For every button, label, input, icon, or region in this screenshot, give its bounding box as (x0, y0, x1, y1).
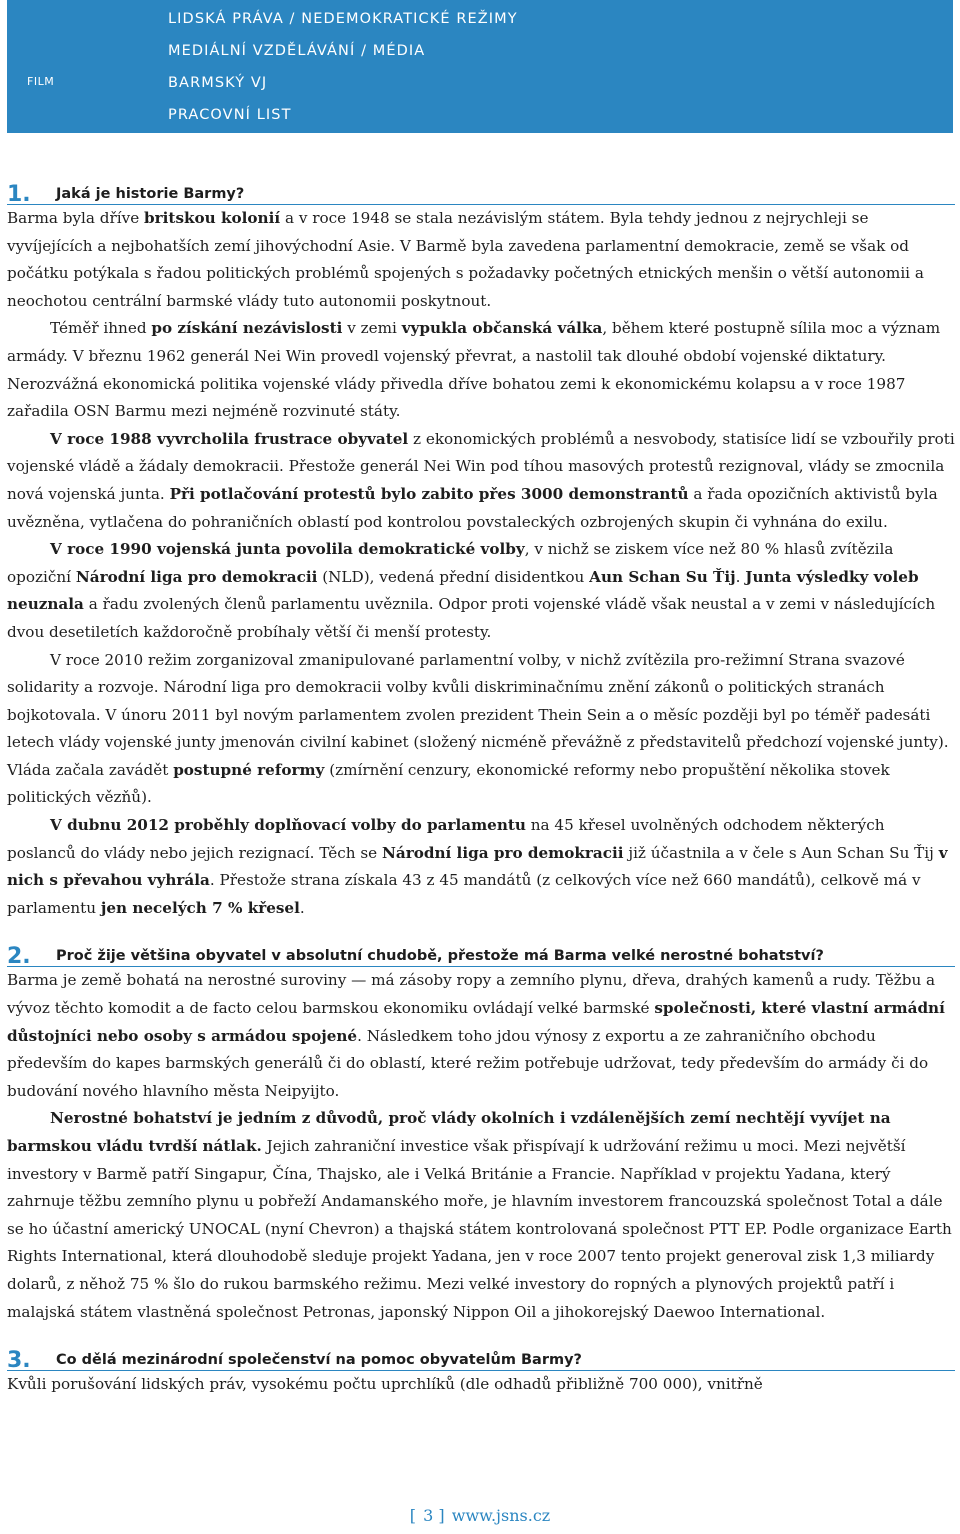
section-number: 1. (7, 182, 31, 207)
emphasized-text: v nich s převahou vyhrála (7, 843, 948, 890)
website-url[interactable]: www.jsns.cz (451, 1506, 551, 1525)
body-paragraph (7, 536, 955, 646)
text-run: , během které postupně sílila moc a význam armády. V březnu 1962 generál Nei Win provedl vojenský převrat, a nastolil tak dlouhé období vojenské diktatury. Nerozvážná ekonomická politika vojenské vlády přivedla dříve bohatou zemi k ekonomickému kolapsu a v roce 1987 zařadila OSN Barmu mezi nejméně rozvinuté státy. (7, 319, 941, 421)
body-paragraph (7, 205, 955, 315)
emphasized-text: britskou kolonií (144, 209, 281, 227)
emphasized-text: Nerostné bohatství je jedním z důvodů, proč vlády okolních i vzdálenějších zemí nechtějí vyvíjet na barmskou vládu tvrdší nátlak. (7, 1109, 891, 1155)
section-number: 2. (7, 944, 31, 970)
text-run: (zmírnění cenzury, ekonomické reformy nebo propuštění několika stovek politických vězňů). (7, 760, 890, 807)
emphasized-text: Junta výsledky voleb neuznala (7, 567, 919, 614)
document-body (7, 178, 955, 1399)
text-run: z ekonomických problémů a nesvobody, statisíce lidí se vzbouřily proti vojenské vládě a žádaly demokracii. Přestože generál Nei Win pod tíhou masových protestů rezignoval, vlády se zmocnila nová vojenská junta. (7, 429, 955, 503)
header-line-subtopic: MEDIÁLNÍ VZDĚLÁVÁNÍ / MÉDIA (168, 43, 426, 59)
text-run: Jejich zahraniční investice však přispívají k udržování režimu u moci. Mezi největší investory v Barmě patří Singapur, Čína, Thajsko, ale i Velká Británie a Francie. Například v projektu Yadana, který zahrnuje těžbu zemního plynu u pobřeží Andamanského moře, je hlavním investorem francouzská společnost Total a dále se ho účastní americký UNOCAL (nyní Chevron) a thajská státem kontrolovaná společnost PTT EP. Podle organizace Earth Rights International, která dlouhodobě sleduje projekt Yadana, jen v roce 2007 tento projekt generoval zisk 1,3 miliardy dolarů, z něhož 75 % šlo do rukou barmského režimu. Mezi velké investory do ropných a plynových projektů patří i malajská státem vlastněná společnost Petronas, japonský Nippon Oil a jihokorejský Daewoo International. (7, 1137, 952, 1321)
text-run: V roce 2010 režim zorganizoval zmanipulované parlamentní volby, v nichž zvítězila pro-režimní Strana svazové solidarity a rozvoje. Národní liga pro demokracii volby kvůli diskriminačnímu znění zákonů o politických stranách bojkotovala. V únoru 2011 byl novým parlamentem zvolen prezident Thein Sein a o měsíc později byl po téměř padesáti letech vlády vojenské junty jmenován civilní kabinet (složený nicméně převážně z představitelů předchozí vojenské junty). Vláda začala zavádět (7, 650, 949, 779)
body-paragraph (7, 1371, 955, 1399)
section-heading (7, 178, 955, 205)
header-line-topic: LIDSKÁ PRÁVA / NEDEMOKRATICKÉ REŽIMY (168, 11, 518, 27)
body-paragraph (7, 647, 955, 813)
emphasized-text: po získání nezávislosti (151, 319, 343, 338)
section-number: 3. (7, 1348, 31, 1374)
page-number: 3 (423, 1506, 434, 1525)
emphasized-text: V roce 1990 vojenská junta povolila demokratické volby (50, 540, 525, 559)
section-gap (7, 922, 955, 940)
page-bracket-close: ] (438, 1506, 447, 1525)
section-title: Co dělá mezinárodní společenství na pomoc obyvatelům Barmy? (56, 1352, 582, 1369)
text-run: Téměř ihned (50, 319, 152, 338)
text-run: (NLD), vedená přední disidentkou (317, 567, 590, 586)
body-paragraph (7, 1105, 955, 1326)
body-paragraph (7, 426, 955, 536)
emphasized-text: vypukla občanská válka (401, 319, 603, 338)
section-title: Proč žije většina obyvatel v absolutní chudobě, přestože má Barma velké nerostné bohatství? (56, 948, 824, 965)
text-run: v zemi (342, 319, 402, 338)
emphasized-text: V roce 1988 vyvrcholila frustrace obyvatel (50, 429, 409, 448)
body-paragraph (7, 812, 955, 922)
header-line-worksheet: PRACOVNÍ LIST (168, 107, 292, 123)
text-run: a řada opozičních aktivistů byla uvězněna, vytlačena do pohraničních oblastí pod kontrolou povstaleckých ozbrojených skupin či vyhnána do exilu. (7, 484, 938, 531)
emphasized-text: jen necelých 7 % křesel (100, 898, 300, 917)
film-label: FILM (27, 75, 55, 88)
emphasized-text: V dubnu 2012 proběhly doplňovací volby do parlamentu (50, 816, 526, 835)
emphasized-text: Aun Schan Su Ťij (589, 567, 736, 586)
text-run: . (299, 898, 305, 917)
text-run: Kvůli porušování lidských práv, vysokému počtu uprchlíků (dle odhadů přibližně 700 000), vnitřně (7, 1375, 763, 1394)
emphasized-text: společnosti, které vlastní armádní důstojníci nebo osoby s armádou spojené (7, 999, 945, 1045)
page-footer (0, 1506, 960, 1525)
text-run: Barma byla dříve (7, 209, 145, 227)
text-run: . Přestože strana získala 43 z 45 mandátů (z celkových více než 660 mandátů), celkově má v parlamentu (7, 871, 921, 917)
header-line-film-title: BARMSKÝ VJ (168, 75, 268, 91)
section-title: Jaká je historie Barmy? (56, 186, 245, 202)
body-paragraph (7, 967, 955, 1105)
body-paragraph (7, 315, 955, 425)
emphasized-text: postupné reformy (173, 760, 325, 779)
emphasized-text: Při potlačování protestů bylo zabito přes 3000 demonstrantů (169, 484, 689, 503)
text-run: a řadu zvolených členů parlamentu uvěznila. Odpor proti vojenské vládě však neustal a v zemi v následujících dvou desetiletích každoročně probíhaly větší či menší protesty. (7, 595, 936, 641)
text-run: a v roce 1948 se stala nezávislým státem. Byla tehdy jednou z nejrychleji se vyvíjejících a nejbohatších zemí jihovýchodní Asie. V Barmě byla zavedena parlamentní demokracie, země se však od počátku potýkala s řadou politických problémů spojených s požadavky početných etnických menšin o větší autonomii a neochotou centrální barmské vlády tuto autonomii poskytnout. (7, 209, 924, 310)
section-heading (7, 940, 955, 970)
text-run: , v nichž se ziskem více než 80 % hlasů zvítězila opoziční (7, 540, 894, 586)
header-band (7, 0, 953, 133)
text-run: . (735, 567, 746, 586)
page-bracket-open: [ (409, 1506, 419, 1525)
text-run: . Následkem toho jdou výnosy z exportu a ze zahraničního obchodu především do kapes barmských generálů či do oblastí, které režim potřebuje udržovat, tedy především do armády či do budování nového hlavního města Neipyijto. (7, 1026, 929, 1100)
section-heading (7, 1344, 955, 1374)
text-run: již účastnila a v čele s Aun Schan Su Ťij (623, 843, 939, 862)
emphasized-text: Národní liga pro demokracii (75, 567, 318, 586)
text-run: na 45 křesel uvolněných odchodem některých poslanců do vlády nebo jejich rezignací. Těch se (7, 816, 885, 862)
section-gap (7, 1326, 955, 1344)
emphasized-text: Národní liga pro demokracii (381, 843, 624, 862)
text-run: Barma je země bohatá na nerostné suroviny — má zásoby ropy a zemního plynu, dřeva, drahých kamenů a rudy. Těžbu a vývoz těchto komodit a de facto celou barmskou ekonomiku ovládají velké barmské (7, 971, 936, 1018)
